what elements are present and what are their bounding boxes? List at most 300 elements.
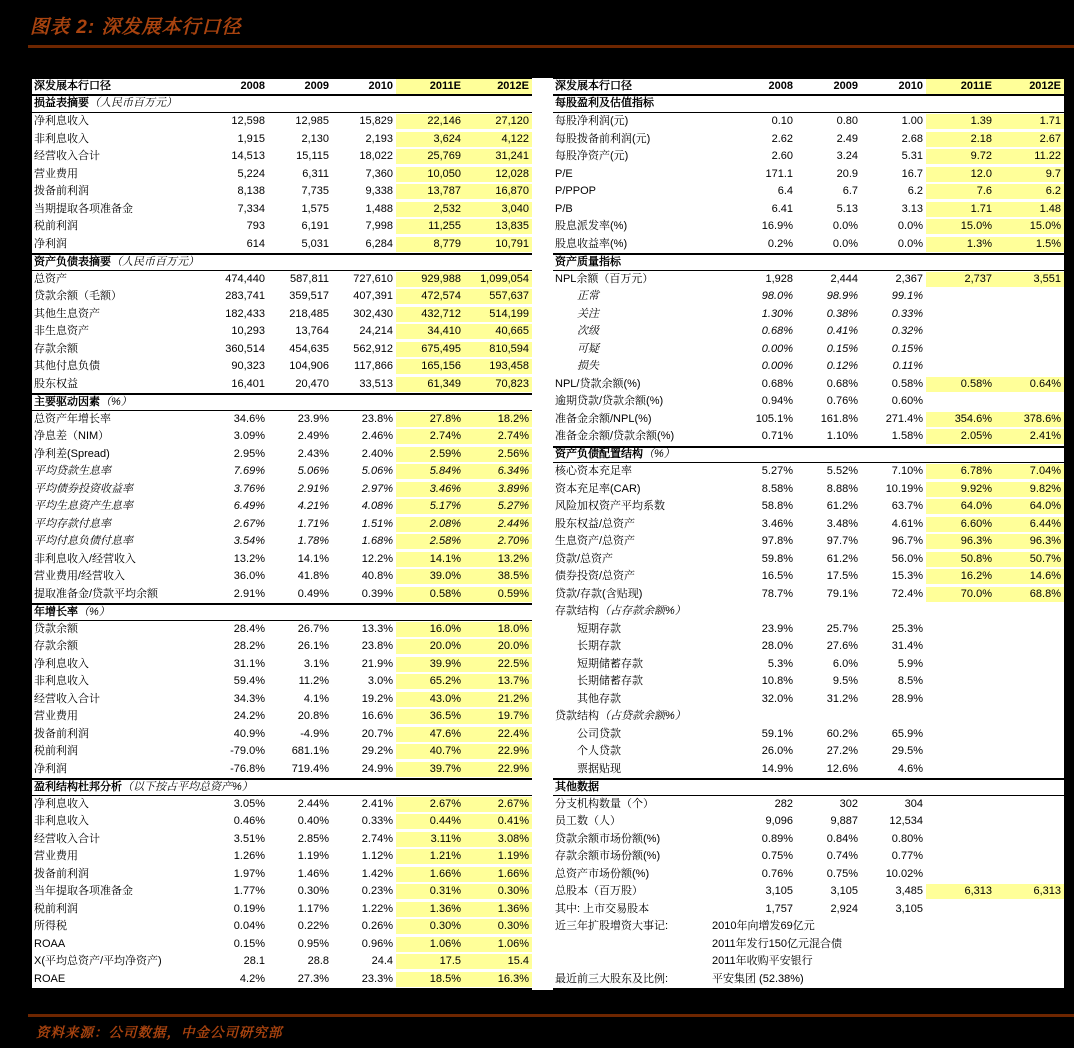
cell-2010: 0.60% bbox=[891, 395, 923, 408]
cell-2011E: 39.9% bbox=[396, 657, 464, 672]
cell-2011E: 0.31% bbox=[396, 884, 464, 899]
cell-2009: 1.78% bbox=[297, 535, 329, 548]
cell-2012E: 2.67 bbox=[995, 132, 1064, 147]
cell-2008: 40.9% bbox=[233, 727, 265, 740]
cell-2009: 26.1% bbox=[297, 640, 329, 653]
cell-2008: 3.51% bbox=[233, 832, 265, 845]
table-row bbox=[32, 376, 532, 394]
cell-2012E: 68.8% bbox=[995, 587, 1064, 602]
row-label: 关注 bbox=[577, 307, 599, 320]
cell-2012E: 21.2% bbox=[464, 692, 532, 707]
row-label: 每股净利润(元) bbox=[555, 115, 629, 128]
cell-2008: 182,433 bbox=[225, 307, 265, 320]
table-row bbox=[32, 761, 532, 779]
cell-2008: 282 bbox=[774, 797, 793, 810]
row-label: 存款余额 bbox=[34, 640, 78, 653]
row-label: 营业费用 bbox=[34, 850, 78, 863]
cell-2011E: 39.0% bbox=[396, 569, 464, 584]
cell-2012E: 11.22 bbox=[995, 149, 1064, 164]
cell-2010: 4.08% bbox=[361, 500, 393, 513]
row-label bbox=[553, 780, 926, 795]
table-row bbox=[32, 936, 532, 954]
cell-2009: 61.2% bbox=[826, 552, 858, 565]
cell-2010: 1.51% bbox=[361, 517, 393, 530]
row-label: 存款余额市场份额(%) bbox=[555, 850, 661, 863]
cell-2010: 1.00 bbox=[901, 115, 923, 128]
cell-2011E: 17.5 bbox=[396, 954, 464, 969]
cell-2011E: 22,146 bbox=[396, 114, 464, 129]
cell-2009: 0.75% bbox=[826, 867, 858, 880]
table-row bbox=[32, 971, 532, 989]
cell-2009: 11.2% bbox=[298, 675, 329, 688]
cell-2008: 8.58% bbox=[761, 482, 793, 495]
cell-2012E: 70,823 bbox=[464, 377, 532, 392]
table-row bbox=[553, 463, 1064, 481]
cell-2011E: 7.6 bbox=[926, 184, 995, 199]
note-text: 2011年收购平安银行 bbox=[712, 955, 813, 968]
cell-2010: 1.22% bbox=[361, 902, 393, 915]
cell-2008: 1,928 bbox=[765, 272, 793, 285]
table-row bbox=[553, 376, 1064, 394]
table-row bbox=[32, 796, 532, 814]
row-label: 每股拨备前利润(元) bbox=[555, 132, 651, 145]
cell-2009: 2,130 bbox=[301, 132, 329, 145]
row-label: 其他生息资产 bbox=[34, 307, 100, 320]
table-row bbox=[32, 568, 532, 586]
cell-2012E: 2.70% bbox=[464, 534, 532, 549]
cell-2010: 12.2% bbox=[361, 552, 393, 565]
row-label: 可疑 bbox=[577, 342, 599, 355]
cell-2008: 105.1% bbox=[755, 412, 793, 425]
table-row bbox=[32, 848, 532, 866]
cell-2012E: 31,241 bbox=[464, 149, 532, 164]
cell-2012E: 7.04% bbox=[995, 464, 1064, 479]
cell-2012E: 18.0% bbox=[464, 622, 532, 637]
cell-2011E: 165,156 bbox=[396, 359, 464, 374]
row-label: 风险加权资产平均系数 bbox=[555, 500, 665, 513]
cell-2011E: 675,495 bbox=[396, 342, 464, 357]
cell-2010: 21.9% bbox=[361, 657, 393, 670]
row-label: 贷款余额 bbox=[34, 622, 78, 635]
cell-2010: 0.77% bbox=[891, 850, 923, 863]
cell-2008: 14.9% bbox=[761, 762, 793, 775]
cell-2012E: 13.7% bbox=[464, 674, 532, 689]
cell-2008: 3.54% bbox=[233, 535, 265, 548]
row-label: 总资产市场份额(%) bbox=[555, 867, 650, 880]
cell-2009: 20.8% bbox=[297, 710, 329, 723]
row-label: ROAE bbox=[34, 972, 66, 985]
cell-2010: 9,338 bbox=[365, 185, 393, 198]
table-row bbox=[553, 656, 1064, 674]
cell-2011E: 2,737 bbox=[926, 272, 995, 287]
cell-2008: 2.67% bbox=[233, 517, 265, 530]
cell-2010: 10.02% bbox=[885, 867, 923, 880]
row-label: 股息派发率(%) bbox=[555, 220, 628, 233]
cell-2010: 20.7% bbox=[361, 727, 393, 740]
cell-2009: 1.46% bbox=[297, 867, 329, 880]
cell-2009: 0.38% bbox=[826, 307, 858, 320]
cell-2008: 36.0% bbox=[233, 570, 265, 583]
table-row bbox=[32, 516, 532, 534]
cell-2011E: 354.6% bbox=[926, 412, 995, 427]
cell-2012E: 96.3% bbox=[995, 534, 1064, 549]
cell-2010: 727,610 bbox=[353, 272, 393, 285]
cell-2011E: 9.72 bbox=[926, 149, 995, 164]
table-row bbox=[553, 183, 1064, 201]
cell-2010: 7,998 bbox=[365, 220, 393, 233]
cell-2012E: 9.82% bbox=[995, 482, 1064, 497]
cell-2011E: 64.0% bbox=[926, 499, 995, 514]
table-row bbox=[32, 481, 532, 499]
cell-2011E: 3.46% bbox=[396, 482, 464, 497]
row-label: 每股净资产(元) bbox=[555, 150, 629, 163]
cell-2009: 12.6% bbox=[826, 762, 858, 775]
table-row bbox=[553, 201, 1064, 219]
cell-2008: 90,323 bbox=[231, 360, 265, 373]
cell-2010: 24,214 bbox=[359, 325, 393, 338]
cell-2008: 3.46% bbox=[761, 517, 793, 530]
cell-2012E: 22.9% bbox=[464, 744, 532, 759]
cell-2008: 16,401 bbox=[231, 377, 265, 390]
row-label bbox=[32, 255, 396, 270]
cell-2008: 0.15% bbox=[233, 937, 265, 950]
cell-2009: 27.6% bbox=[826, 640, 858, 653]
cell-2012E: 810,594 bbox=[464, 342, 532, 357]
column-header-2009: 2009 bbox=[833, 79, 858, 92]
table-row bbox=[553, 533, 1064, 551]
cell-2012E: 40,665 bbox=[464, 324, 532, 339]
note-row bbox=[553, 953, 1064, 971]
cell-2008: 3.05% bbox=[233, 797, 265, 810]
cell-2010: 2.40% bbox=[361, 447, 393, 460]
right-table bbox=[553, 78, 1064, 990]
cell-2008: 0.2% bbox=[767, 237, 793, 250]
column-header-2010: 2010 bbox=[368, 79, 393, 92]
section-title: 贷款结构 bbox=[555, 710, 599, 723]
cell-2009: 97.7% bbox=[826, 535, 858, 548]
table-row bbox=[553, 743, 1064, 761]
cell-2012E: 0.30% bbox=[464, 884, 532, 899]
column-header-2012E: 2012E bbox=[995, 79, 1064, 94]
table-row bbox=[32, 323, 532, 341]
cell-2009: 3.24 bbox=[836, 150, 858, 163]
cell-2010: 8.5% bbox=[897, 675, 923, 688]
table-row bbox=[553, 831, 1064, 849]
row-label: 净利息收入 bbox=[34, 657, 89, 670]
cell-2008: 0.19% bbox=[233, 902, 265, 915]
row-label: X(平均总资产/平均净资产) bbox=[34, 955, 162, 968]
cell-2011E: 6,313 bbox=[926, 884, 995, 899]
cell-2009: 0.80 bbox=[836, 115, 858, 128]
cell-2009: 0.68% bbox=[826, 377, 858, 390]
table-row bbox=[553, 358, 1064, 376]
row-label: NPL/贷款余额(%) bbox=[555, 377, 641, 390]
cell-2008: 28.2% bbox=[233, 640, 265, 653]
cell-2010: 5.9% bbox=[897, 657, 923, 670]
row-label: 非生息资产 bbox=[34, 325, 89, 338]
row-label: 股东权益/总资产 bbox=[555, 517, 636, 530]
table-row bbox=[32, 498, 532, 516]
cell-2008: 31.1% bbox=[233, 657, 265, 670]
note-text: 2010年向增发69亿元 bbox=[712, 920, 815, 933]
cell-2009: 2.49% bbox=[297, 430, 329, 443]
cell-2012E: 2.41% bbox=[995, 429, 1064, 444]
cell-2009: 6.0% bbox=[832, 657, 858, 670]
cell-2008: 58.8% bbox=[761, 500, 793, 513]
cell-2012E: 6.44% bbox=[995, 517, 1064, 532]
cell-2010: 96.7% bbox=[891, 535, 923, 548]
cell-2010: 117,866 bbox=[354, 360, 393, 373]
table-row bbox=[553, 673, 1064, 691]
section-title-note: （人民币百万元） bbox=[111, 255, 199, 268]
table-row bbox=[32, 341, 532, 359]
table-row bbox=[32, 533, 532, 551]
cell-2008: 32.0% bbox=[761, 692, 793, 705]
cell-2011E: 5.84% bbox=[396, 464, 464, 479]
cell-2012E: 0.64% bbox=[995, 377, 1064, 392]
row-label: 分支机构数量（个） bbox=[555, 797, 654, 810]
table-row bbox=[32, 288, 532, 306]
row-label: 当年提取各项准备金 bbox=[34, 885, 133, 898]
row-label: P/B bbox=[555, 202, 573, 215]
cell-2009: 17.5% bbox=[826, 570, 858, 583]
cell-2008: 0.00% bbox=[761, 360, 793, 373]
cell-2008: 614 bbox=[246, 237, 265, 250]
cell-2011E: 1.36% bbox=[396, 902, 464, 917]
cell-2012E: 12,028 bbox=[464, 167, 532, 182]
cell-2012E: 514,199 bbox=[464, 307, 532, 322]
cell-2009: 0.30% bbox=[297, 885, 329, 898]
cell-2012E: 3.08% bbox=[464, 832, 532, 847]
row-label bbox=[32, 96, 396, 111]
cell-2009: 0.15% bbox=[826, 342, 858, 355]
cell-2008: 6.49% bbox=[233, 500, 265, 513]
cell-2008: 10,293 bbox=[231, 325, 265, 338]
cell-2010: 2.41% bbox=[361, 797, 393, 810]
column-header-2009: 2009 bbox=[304, 79, 329, 92]
cell-2011E: 0.30% bbox=[396, 919, 464, 934]
cell-2008: 16.9% bbox=[761, 220, 793, 233]
row-label: 拨备前利润 bbox=[34, 727, 89, 740]
cell-2010: 1.58% bbox=[891, 430, 923, 443]
cell-2008: 24.2% bbox=[233, 710, 265, 723]
cell-2012E: 557,637 bbox=[464, 289, 532, 304]
cell-2010: 0.0% bbox=[897, 220, 923, 233]
table-row bbox=[553, 236, 1064, 254]
row-label: 非利息收入 bbox=[34, 815, 89, 828]
cell-2012E: 1.06% bbox=[464, 937, 532, 952]
cell-2011E: 1.71 bbox=[926, 202, 995, 217]
cell-2010: 7.10% bbox=[891, 465, 923, 478]
cell-2010: 99.1% bbox=[891, 290, 923, 303]
cell-2012E: 22.9% bbox=[464, 762, 532, 777]
cell-2011E: 0.44% bbox=[396, 814, 464, 829]
cell-2009: -4.9% bbox=[300, 727, 329, 740]
cell-2009: 2.43% bbox=[297, 447, 329, 460]
cell-2009: 60.2% bbox=[826, 727, 858, 740]
row-label: 净利润 bbox=[34, 762, 67, 775]
row-label: 短期储蓄存款 bbox=[577, 657, 643, 670]
row-label: 贷款余额（毛额） bbox=[34, 290, 122, 303]
cell-2010: 25.3% bbox=[891, 622, 923, 635]
cell-2010: 40.8% bbox=[361, 570, 393, 583]
cell-2012E: 0.30% bbox=[464, 919, 532, 934]
row-label: 贷款/存款(含贴现) bbox=[555, 587, 643, 600]
cell-2011E: 50.8% bbox=[926, 552, 995, 567]
row-label: 平均生息资产生息率 bbox=[34, 500, 133, 513]
table-row bbox=[32, 166, 532, 184]
table-row bbox=[32, 901, 532, 919]
cell-2010: 2.74% bbox=[361, 832, 393, 845]
row-label: 净利差(Spread) bbox=[34, 447, 110, 460]
cell-2010: 33,513 bbox=[359, 377, 393, 390]
cell-2008: 0.04% bbox=[233, 920, 265, 933]
cell-2011E: 432,712 bbox=[396, 307, 464, 322]
table-row bbox=[32, 201, 532, 219]
cell-2012E: 38.5% bbox=[464, 569, 532, 584]
row-label: 其他存款 bbox=[577, 692, 621, 705]
cell-2008: 2.95% bbox=[233, 447, 265, 460]
table-row bbox=[553, 726, 1064, 744]
row-label: 个人贷款 bbox=[577, 745, 621, 758]
section-title: 资产质量指标 bbox=[555, 255, 621, 268]
row-label: ROAA bbox=[34, 937, 66, 950]
table-row bbox=[32, 953, 532, 971]
cell-2008: 0.10 bbox=[771, 115, 793, 128]
cell-2011E: 1.06% bbox=[396, 937, 464, 952]
table-row bbox=[553, 516, 1064, 534]
cell-2012E: 1.66% bbox=[464, 867, 532, 882]
cell-2010: 0.33% bbox=[891, 307, 923, 320]
cell-2009: 218,485 bbox=[289, 307, 329, 320]
cell-2008: 5,224 bbox=[237, 167, 265, 180]
cell-2008: 5.27% bbox=[761, 465, 793, 478]
note-row bbox=[553, 936, 1064, 954]
footer-rule bbox=[28, 1014, 1074, 1017]
table-header-label: 深发展本行口径 bbox=[34, 79, 111, 92]
cell-2011E: 2.74% bbox=[396, 429, 464, 444]
section-row bbox=[553, 96, 1064, 114]
table-row bbox=[553, 411, 1064, 429]
column-header-2010: 2010 bbox=[898, 79, 923, 92]
row-label: 拨备前利润 bbox=[34, 867, 89, 880]
cell-2010: 1.12% bbox=[361, 850, 393, 863]
cell-2009: 0.95% bbox=[297, 937, 329, 950]
cell-2012E: 9.7 bbox=[995, 167, 1064, 182]
cell-2008: 0.89% bbox=[761, 832, 793, 845]
table-header-label: 深发展本行口径 bbox=[555, 79, 632, 92]
row-label: 股息收益率(%) bbox=[555, 237, 628, 250]
cell-2011E: 40.7% bbox=[396, 744, 464, 759]
cell-2012E: 1.48 bbox=[995, 202, 1064, 217]
cell-2008: 1,757 bbox=[765, 902, 793, 915]
cell-2011E: 2.05% bbox=[926, 429, 995, 444]
cell-2009: 98.9% bbox=[826, 290, 858, 303]
cell-2011E: 18.5% bbox=[396, 972, 464, 987]
cell-2010: 5.31 bbox=[901, 150, 923, 163]
table-row bbox=[32, 638, 532, 656]
cell-2009: 454,635 bbox=[289, 342, 329, 355]
cell-2010: 1.42% bbox=[361, 867, 393, 880]
cell-2010: 72.4% bbox=[891, 587, 923, 600]
cell-2009: 1,575 bbox=[301, 202, 329, 215]
cell-2012E: 50.7% bbox=[995, 552, 1064, 567]
table-row bbox=[553, 498, 1064, 516]
cell-2009: 0.12% bbox=[826, 360, 858, 373]
cell-2010: 65.9% bbox=[891, 727, 923, 740]
column-header-2008: 2008 bbox=[768, 79, 793, 92]
cell-2011E: 1.3% bbox=[926, 237, 995, 252]
row-label: 核心资本充足率 bbox=[555, 465, 632, 478]
section-title: 主要驱动因素 bbox=[34, 395, 100, 408]
cell-2009: 7,735 bbox=[301, 185, 329, 198]
cell-2010: 2.46% bbox=[361, 430, 393, 443]
section-title: 每股盈利及估值指标 bbox=[555, 97, 654, 110]
cell-2010: 7,360 bbox=[365, 167, 393, 180]
cell-2009: 79.1% bbox=[826, 587, 858, 600]
cell-2009: 14.1% bbox=[297, 552, 329, 565]
row-label bbox=[32, 605, 396, 620]
cell-2012E: 3.89% bbox=[464, 482, 532, 497]
row-label: 净息差（NIM） bbox=[34, 430, 110, 443]
cell-2010: 0.32% bbox=[891, 325, 923, 338]
cell-2010: 16.6% bbox=[361, 710, 393, 723]
row-label bbox=[32, 395, 396, 410]
row-label: 非利息收入 bbox=[34, 675, 89, 688]
cell-2008: 4.2% bbox=[239, 972, 265, 985]
table-row bbox=[32, 463, 532, 481]
cell-2010: 0.23% bbox=[361, 885, 393, 898]
row-label: 逾期贷款/贷款余额(%) bbox=[555, 395, 664, 408]
table-row bbox=[32, 918, 532, 936]
table-row bbox=[553, 551, 1064, 569]
cell-2010: 31.4% bbox=[891, 640, 923, 653]
row-label: 准备金余额/NPL(%) bbox=[555, 412, 652, 425]
table-row bbox=[553, 691, 1064, 709]
row-label: 经营收入合计 bbox=[34, 150, 100, 163]
cell-2010: 0.39% bbox=[361, 587, 393, 600]
row-label: 损失 bbox=[577, 360, 599, 373]
cell-2008: 7,334 bbox=[237, 202, 265, 215]
cell-2012E: 193,458 bbox=[464, 359, 532, 374]
row-label: 净利息收入 bbox=[34, 115, 89, 128]
table-row bbox=[32, 551, 532, 569]
cell-2009: 0.49% bbox=[297, 587, 329, 600]
cell-2008: 26.0% bbox=[761, 745, 793, 758]
cell-2012E: 0.59% bbox=[464, 587, 532, 602]
note-text: 平安集团 (52.38%) bbox=[712, 972, 804, 985]
cell-2010: 3,105 bbox=[895, 902, 923, 915]
cell-2010: 0.33% bbox=[361, 815, 393, 828]
cell-2009: 5.13 bbox=[836, 202, 858, 215]
section-title: 年增长率 bbox=[34, 605, 78, 618]
cell-2012E: 2.74% bbox=[464, 429, 532, 444]
cell-2008: 0.68% bbox=[761, 325, 793, 338]
cell-2010: 0.0% bbox=[897, 237, 923, 250]
table-row bbox=[32, 621, 532, 639]
table-row bbox=[553, 131, 1064, 149]
table-row bbox=[32, 743, 532, 761]
row-label: 营业费用/经营收入 bbox=[34, 570, 126, 583]
cell-2010: 23.3% bbox=[361, 972, 393, 985]
cell-2010: 304 bbox=[904, 797, 923, 810]
cell-2012E: 5.27% bbox=[464, 499, 532, 514]
cell-2009: 1.71% bbox=[297, 517, 329, 530]
cell-2010: 24.4 bbox=[371, 955, 393, 968]
cell-2011E: 9.92% bbox=[926, 482, 995, 497]
row-label: 总资产 bbox=[34, 272, 67, 285]
cell-2010: 10.19% bbox=[885, 482, 923, 495]
